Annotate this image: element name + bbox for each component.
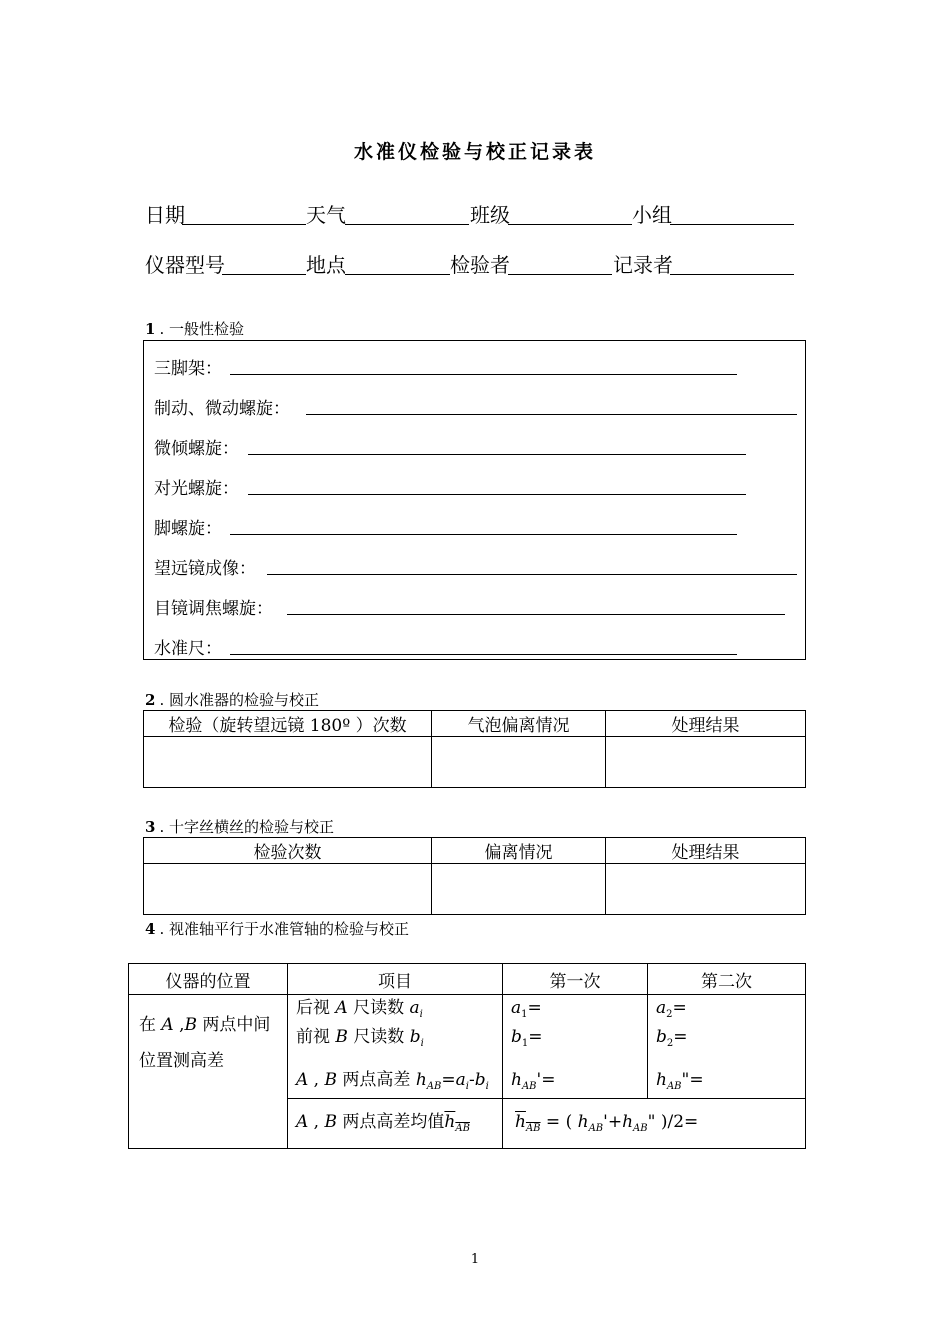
- inspector-label: 检验者: [450, 253, 510, 277]
- inspection-field[interactable]: [230, 534, 737, 535]
- recorder-label: 记录者: [613, 253, 673, 277]
- section-2-title: 圆水准器的检验与校正: [168, 691, 319, 709]
- inspection-field[interactable]: [267, 574, 797, 575]
- class-field[interactable]: [508, 224, 632, 225]
- inspector-field[interactable]: [508, 274, 612, 275]
- group-field[interactable]: [670, 224, 794, 225]
- section-1-number: 1: [145, 320, 156, 338]
- table-cell[interactable]: [606, 737, 806, 788]
- collimation-table: [128, 963, 806, 1149]
- items-cell: [288, 995, 503, 1099]
- mean-formula-cell[interactable]: $h_{AB}$ = ( $h_{AB}'+h_{AB}$" )/2=: [503, 1099, 806, 1149]
- first-trial-cell[interactable]: $a_1=$ $b_1=$ $h_{AB}'=$: [503, 995, 648, 1099]
- page-number: 1: [470, 1252, 480, 1267]
- position-cell: 在 A ,B 两点中间 位置测高差: [129, 995, 288, 1149]
- back-sight-row: 后视 A 尺读数 $a_i$: [296, 998, 423, 1020]
- weather-field[interactable]: [345, 224, 469, 225]
- second-trial-cell[interactable]: $a_2=$ $b_2=$ $h_{AB}"=$: [648, 995, 806, 1099]
- inspection-field[interactable]: [287, 614, 785, 615]
- table-cell[interactable]: [432, 864, 606, 915]
- col-header: 偏离情况: [432, 838, 606, 864]
- inspection-field[interactable]: [230, 374, 737, 375]
- location-label: 地点: [306, 253, 346, 277]
- location-field[interactable]: [345, 274, 450, 275]
- page-title: 水准仪检验与校正记录表: [353, 141, 596, 163]
- group-label: 小组: [632, 203, 672, 227]
- col-header: 处理结果: [606, 838, 806, 864]
- front-sight-row: 前视 B 尺读数 $b_i$: [296, 1027, 424, 1049]
- col-header: 项目: [288, 964, 503, 995]
- inspection-item: 三脚架：: [154, 359, 222, 379]
- inspection-field[interactable]: [248, 494, 746, 495]
- table-cell[interactable]: [606, 864, 806, 915]
- section-1-heading: 1 . 一般性检验: [145, 320, 244, 338]
- section-2-heading: 2 . 圆水准器的检验与校正: [145, 691, 319, 709]
- col-header: 第二次: [648, 964, 806, 995]
- crosshair-table: [143, 837, 806, 915]
- col-header: 检验次数: [144, 838, 432, 864]
- col-header: 处理结果: [606, 711, 806, 737]
- inspection-item: 制动、微动螺旋：: [154, 399, 290, 419]
- table-cell[interactable]: [144, 864, 432, 915]
- section-1-title: 一般性检验: [168, 320, 244, 338]
- inspection-item: 对光螺旋：: [154, 479, 239, 499]
- section-4-heading: 4 . 视准轴平行于水准管轴的检验与校正: [145, 920, 409, 938]
- weather-label: 天气: [306, 203, 346, 227]
- col-header: 气泡偏离情况: [432, 711, 606, 737]
- date-label: 日期: [145, 203, 185, 227]
- inspection-field[interactable]: [230, 654, 737, 655]
- inspection-item: 脚螺旋：: [154, 519, 222, 539]
- date-field[interactable]: [182, 224, 306, 225]
- section-3-title: 十字丝横丝的检验与校正: [168, 818, 334, 836]
- general-inspection-box: [143, 340, 806, 660]
- inspection-item: 水准尺：: [154, 639, 222, 659]
- col-header: 仪器的位置: [129, 964, 288, 995]
- section-4-number: 4: [145, 920, 156, 938]
- recorder-field[interactable]: [670, 274, 794, 275]
- section-4-title: 视准轴平行于水准管轴的检验与校正: [168, 920, 409, 938]
- section-2-number: 2: [145, 691, 156, 709]
- table-cell[interactable]: [432, 737, 606, 788]
- mean-label-cell: A , B 两点高差均值$h_{AB}$: [288, 1099, 503, 1149]
- height-diff-row: A , B 两点高差 $h_{AB}=a_i-b_i$: [296, 1070, 489, 1092]
- inspection-item: 望远镜成像：: [154, 559, 256, 579]
- circular-level-table: [143, 710, 806, 788]
- inspection-field[interactable]: [248, 454, 746, 455]
- model-field[interactable]: [222, 274, 306, 275]
- inspection-item: 目镜调焦螺旋：: [154, 599, 273, 619]
- section-3-heading: 3 . 十字丝横丝的检验与校正: [145, 818, 334, 836]
- inspection-field[interactable]: [306, 414, 797, 415]
- section-3-number: 3: [145, 818, 156, 836]
- col-header: 检验（旋转望远镜 180º ）次数: [144, 711, 432, 737]
- col-header: 第一次: [503, 964, 648, 995]
- class-label: 班级: [470, 203, 510, 227]
- table-cell[interactable]: [144, 737, 432, 788]
- model-label: 仪器型号: [145, 253, 225, 277]
- inspection-item: 微倾螺旋：: [154, 439, 239, 459]
